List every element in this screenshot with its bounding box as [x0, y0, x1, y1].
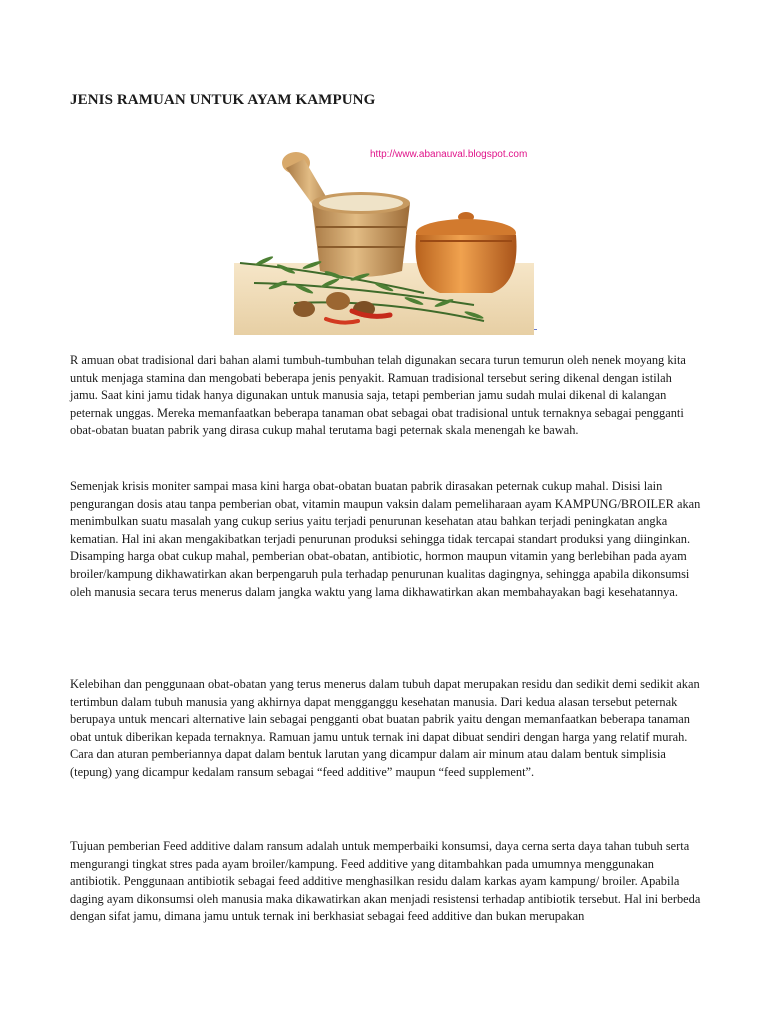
paragraph-text: Semenjak krisis moniter sampai masa kini harga obat-obatan buatan pabrik dirasakan peternak cukup mahal. Disisi lain pengurangan dosis atau tanpa pemberian obat, vitamin maupun vaksin dalam pemeliharaan ayam KAMPUNG/BROILER akan menimbulkan suatu masalah yang cukup serius yaitu terjadi penurunan kesehatan atau bahkan terjadi peningkatan angka kematian. Hal ini akan mengakibatkan terjadi penurunan produksi sehingga tidak tercapai standart produksi yang diinginkan. Disamping harga obat cukup mahal, pemberian obat-obatan, antibiotic, hormon maupun vitamin yang berlebihan pada ayam broiler/kampung dikhawatirkan akan berpengaruh pula terhadap penurunan kualitas dagingnya, sehingga apabila dikonsumsi oleh manusia secara terus menerus dalam jangka waktu yang lama dikhawatirkan akan membahayakan bagi kesehatannya. [70, 479, 701, 599]
paragraph-2 [70, 478, 702, 601]
paragraph-text: Tujuan pemberian Feed additive dalam ransum adalah untuk memperbaiki konsumsi, daya cerna serta daya tahan tubuh serta mengurangi tingkat stres pada ayam broiler/kampung. Feed additive yang ditambahkan pada umumnya menggunakan antibiotik. Penggunaan antibiotik sebagai feed additive menghasilkan residu dalam karkas ayam kampung/ broiler. Apabila daging ayam dikonsumsi oleh manusia maka dikawatirkan akan menjadi resistensi terhadap antibiotik tersebut. Hal ini berbeda dengan sifat jamu, dimana jamu untuk ternak ini berkhasiat sebagai feed additive dan bukan merupakan [70, 839, 701, 924]
paragraph-1 [70, 352, 702, 440]
clay-jar-shape [416, 212, 517, 293]
mortar-shape [312, 192, 410, 277]
paragraph-4 [70, 838, 702, 926]
image-anchor-mark [534, 329, 537, 330]
image-watermark-url: http://www.abanauval.blogspot.com [370, 149, 528, 160]
paragraph-3 [70, 676, 702, 782]
paragraph-text: R amuan obat tradisional dari bahan alami tumbuh-tumbuhan telah digunakan secara turun temurun oleh nenek moyang kita untuk menjaga stamina dan mengobati beberapa jenis penyakit. Ramuan tradisional tersebut sering dikenal dengan istilah jamu. Saat kini jamu tidak hanya digunakan untuk manusia saja, tetapi pemberian jamu sudah mulai dikenal di kalangan peternak unggas. Mereka memanfaatkan beberapa tanaman obat sebagai obat tradisional untuk ternaknya sebagai pengganti obat-obatan buatan pabrik yang dirasa cukup mahal terutama bagi peternak skala menengah ke bawah. [70, 353, 686, 438]
page-title: JENIS RAMUAN UNTUK AYAM KAMPUNG [70, 92, 376, 108]
paragraph-text: Kelebihan dan penggunaan obat-obatan yang terus menerus dalam tubuh dapat merupakan residu dan sedikit demi sedikit akan tertimbun dalam tubuh manusia yang akhirnya dapat mengganggu kesehatan manusia. Dari kedua alasan tersebut peternak berupaya untuk mencari alternative lain sebagai pengganti obat buatan pabrik yaitu dengan memanfaatkan beberapa tanaman obat untuk diberikan kepada ternaknya. Ramuan jamu untuk ternak ini dapat dibuat sendiri dengan harga yang relatif murah. Cara dan aturan pemberiannya dapat dalam bentuk larutan yang dicampur dalam air minum atau dalam bentuk simplisia (tepung) yang dicampur kedalam ransum sebagai “feed additive” maupun “feed supplement”. [70, 677, 700, 779]
herbal-mortar-image [234, 143, 534, 335]
herbal-illustration [234, 143, 534, 335]
